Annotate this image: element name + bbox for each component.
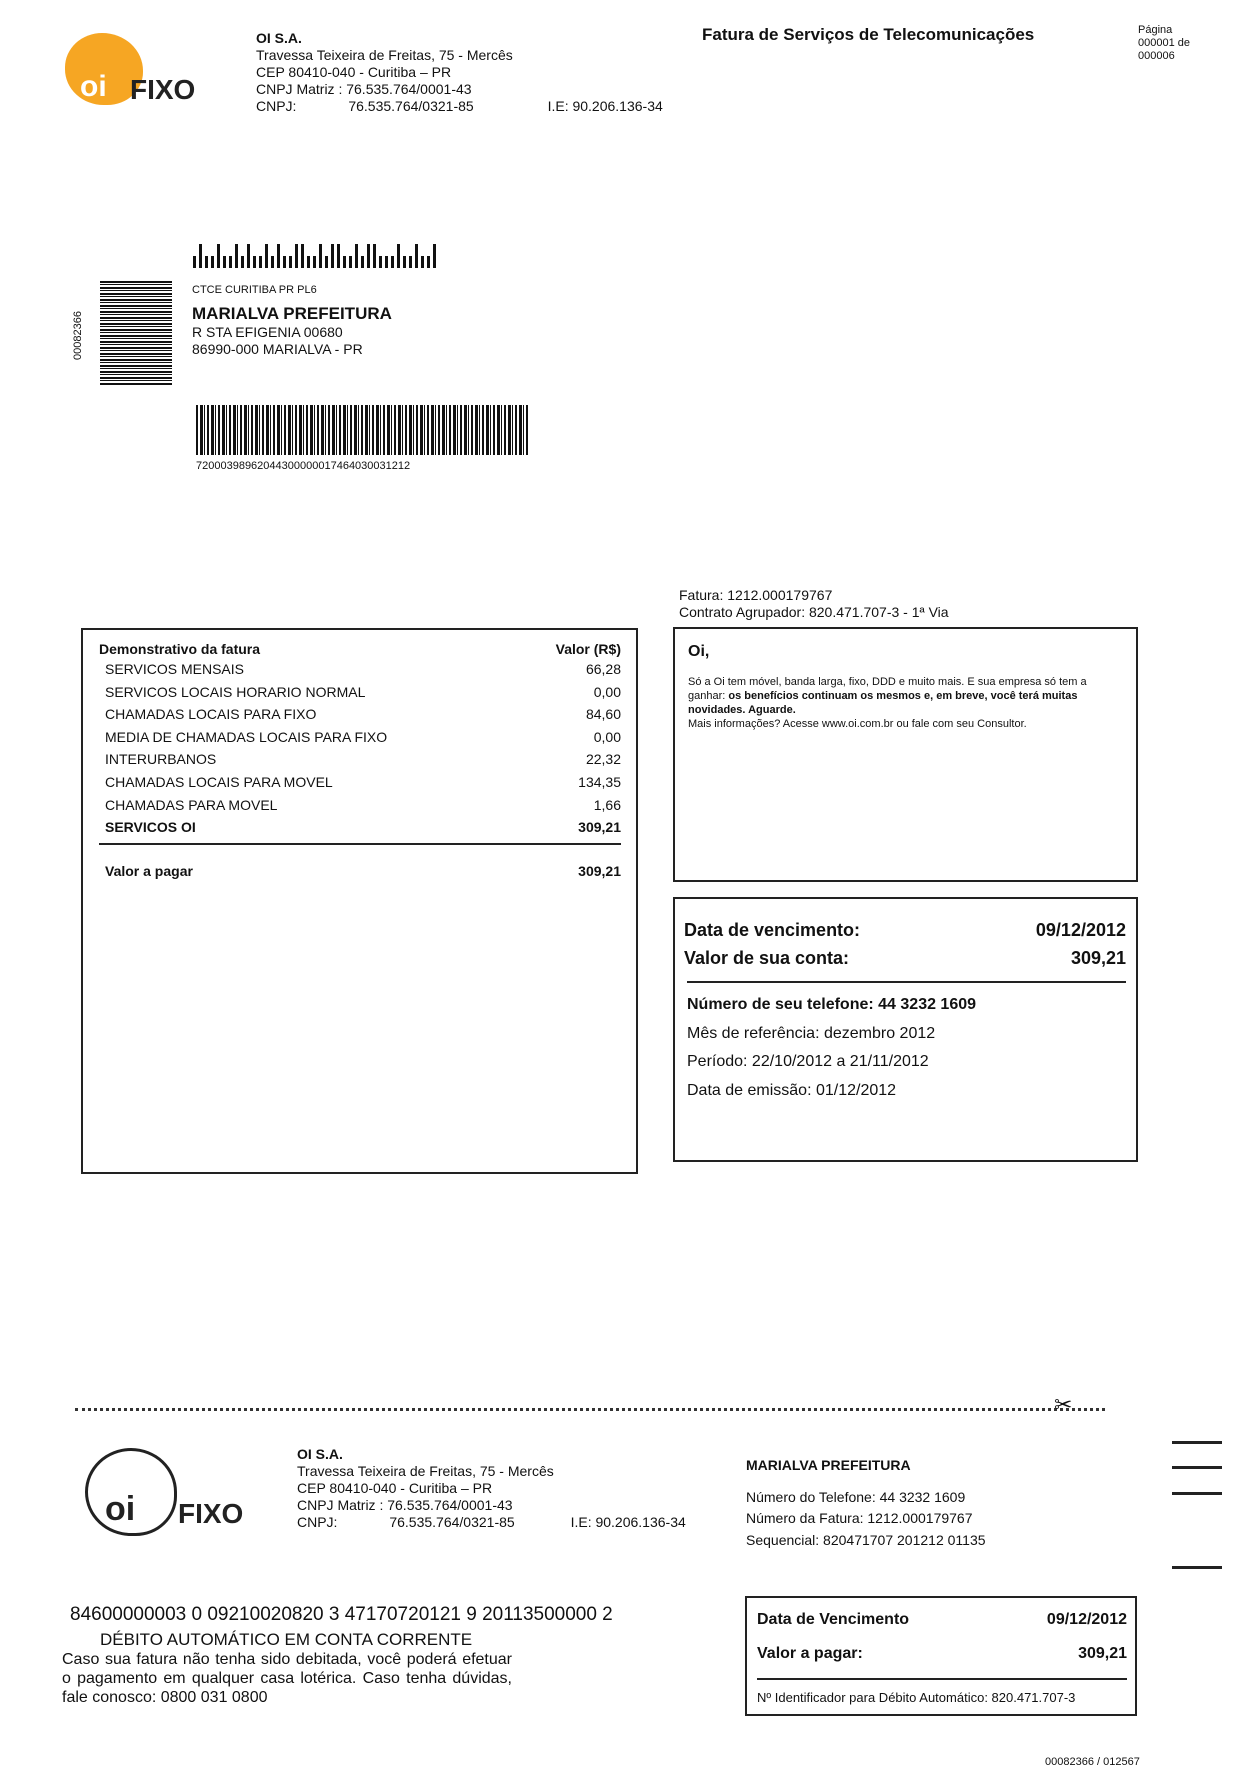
invoice-reference — [679, 587, 949, 621]
statement-item-label: CHAMADAS LOCAIS PARA MOVEL — [105, 773, 333, 790]
slip-company-address2: CEP 80410-040 - Curitiba – PR — [297, 1480, 493, 1496]
statement-item-value: 66,28 — [585, 661, 621, 677]
statement-row — [99, 771, 621, 794]
issue-date: Data de emissão: 01/12/2012 — [687, 1081, 897, 1099]
digitable-line: 84600000003 0 09210020820 3 47170720121 9 20113500000 2 — [70, 1604, 613, 1625]
statement-item-value: 0,00 — [593, 728, 621, 745]
due-date-label: Data de vencimento: — [684, 920, 861, 940]
slip-sequence: Sequencial: 820471707 201212 01135 — [746, 1531, 986, 1548]
statement-title: Demonstrativo da fatura — [99, 641, 261, 657]
statement-item-value: 0,00 — [593, 683, 621, 700]
total-label: Valor a pagar — [105, 862, 193, 879]
statement-item-label: CHAMADAS PARA MOVEL — [105, 796, 278, 813]
statement-item-label: SERVICOS MENSAIS — [105, 661, 245, 677]
slip-due-label: Data de Vencimento — [757, 1611, 910, 1628]
company-info — [256, 30, 663, 115]
invoice-title: Fatura de Serviços de Telecomunicações — [702, 25, 1035, 44]
slip-company-cnpj-matriz: CNPJ Matriz : 76.535.764/0001-43 — [297, 1497, 513, 1513]
statement-box — [81, 628, 638, 1174]
slip-phone: Número do Telefone: 44 3232 1609 — [746, 1488, 966, 1505]
company-cnpj-matriz: CNPJ Matriz : 76.535.764/0001-43 — [256, 81, 472, 97]
statement-row — [99, 748, 621, 771]
company-address1: Travessa Teixeira de Freitas, 75 - Mercês — [256, 47, 513, 63]
statement-value-header: Valor (R$) — [555, 641, 621, 657]
slip-payment-box — [745, 1596, 1137, 1716]
fixo-logo-text: FIXO — [130, 74, 196, 105]
statement-row — [99, 816, 621, 839]
debit-text: Caso sua fatura não tenha sido debitada, você poderá efetuar o pagamento em qualquer casa lotérica. Caso tenha dúvidas, fale conosco: 0800 031 0800 — [62, 1651, 512, 1706]
slip-customer-info — [746, 1455, 986, 1551]
routing-code: CTCE CURITIBA PR PL6 — [192, 284, 317, 296]
statement-divider — [99, 843, 621, 845]
message-line2: Mais informações? Acesse www.oi.com.br ou fale com seu Consultor. — [688, 718, 1027, 730]
slip-fixo-logo-text: FIXO — [178, 1498, 244, 1529]
page-label: Página — [1138, 24, 1173, 36]
footer-code: 00082366 / 012567 — [1045, 1756, 1140, 1768]
invoice-number: Fatura: 1212.000179767 — [679, 587, 833, 603]
slip-ie: I.E: 90.206.136-34 — [570, 1514, 686, 1530]
amount-value: 309,21 — [1070, 948, 1126, 968]
statement-item-value: 309,21 — [578, 819, 621, 836]
recipient-street: R STA EFIGENIA 00680 — [192, 324, 343, 340]
recipient-block — [192, 304, 392, 358]
slip-divider — [757, 1678, 1127, 1680]
oi-logo-text: oi — [80, 70, 107, 103]
page-value: 000001 de — [1138, 37, 1190, 49]
statement-row — [99, 681, 621, 704]
billing-period: Período: 22/10/2012 a 21/11/2012 — [687, 1053, 929, 1070]
main-barcode — [196, 405, 528, 455]
postal-barcode — [193, 244, 439, 268]
statement-row — [99, 726, 621, 749]
slip-invoice: Número da Fatura: 1212.000179767 — [746, 1510, 973, 1526]
slip-debit-id: Nº Identificador para Débito Automático: 820.471.707-3 — [757, 1690, 1076, 1705]
company-cnpj-label: CNPJ: — [256, 98, 297, 114]
statement-item-label: INTERURBANOS — [105, 751, 217, 768]
barcode-number: 72000398962044300000017464030031212 — [196, 460, 411, 472]
scissors-icon: ✂ — [1054, 1392, 1073, 1417]
statement-row — [99, 794, 621, 817]
slip-amount-value: 309,21 — [1078, 1645, 1127, 1662]
contract-number: Contrato Agrupador: 820.471.707-3 - 1ª Via — [679, 604, 949, 620]
total-value: 309,21 — [578, 862, 621, 879]
debit-title: DÉBITO AUTOMÁTICO EM CONTA CORRENTE — [100, 1630, 473, 1649]
recipient-city: 86990-000 MARIALVA - PR — [192, 341, 363, 357]
amount-label: Valor de sua conta: — [684, 948, 850, 968]
page-total: 000006 — [1138, 50, 1175, 62]
statement-item-value: 134,35 — [578, 773, 621, 790]
summary-divider — [687, 981, 1126, 983]
statement-item-value: 22,32 — [585, 751, 621, 768]
slip-company-name: OI S.A. — [297, 1446, 343, 1462]
side-barcode — [100, 280, 172, 385]
reference-month: Mês de referência: dezembro 2012 — [687, 1024, 936, 1042]
statement-item-label: SERVICOS OI — [105, 819, 196, 836]
message-line1-bold: os benefícios continuam os mesmos e, em breve, você terá muitas novidades. Aguarde. — [688, 690, 1078, 716]
company-name: OI S.A. — [256, 30, 302, 46]
page-indicator — [1138, 24, 1190, 63]
statement-item-label: SERVICOS LOCAIS HORARIO NORMAL — [105, 683, 366, 700]
slip-cnpj-value: 76.535.764/0321-85 — [389, 1514, 515, 1530]
summary-box — [673, 897, 1138, 1162]
statement-item-label: MEDIA DE CHAMADAS LOCAIS PARA FIXO — [105, 728, 388, 745]
slip-customer-name: MARIALVA PREFEITURA — [746, 1457, 911, 1473]
statement-items — [99, 658, 621, 839]
statement-item-value: 84,60 — [585, 706, 621, 723]
statement-item-label: CHAMADAS LOCAIS PARA FIXO — [105, 706, 317, 723]
cut-line — [75, 1408, 1105, 1411]
statement-item-value: 1,66 — [593, 796, 621, 813]
message-greeting: Oi, — [688, 643, 710, 660]
slip-company-address1: Travessa Teixeira de Freitas, 75 - Mercês — [297, 1463, 554, 1479]
recipient-name: MARIALVA PREFEITURA — [192, 304, 392, 323]
statement-row — [99, 703, 621, 726]
message-box — [673, 627, 1138, 882]
company-address2: CEP 80410-040 - Curitiba – PR — [256, 64, 452, 80]
statement-row — [99, 658, 621, 681]
slip-due-value: 09/12/2012 — [1046, 1611, 1127, 1628]
message-line1: Só a Oi tem móvel, banda larga, fixo, DDD e muito mais. E sua empresa só tem a ganhar: — [688, 676, 1087, 702]
slip-cnpj-label: CNPJ: — [297, 1514, 338, 1530]
slip-company-info — [297, 1446, 686, 1531]
slip-oi-logo-text: oi — [105, 1490, 136, 1528]
vertical-code: 00082366 — [72, 311, 84, 360]
company-ie: I.E: 90.206.136-34 — [547, 98, 663, 114]
phone-number: Número de seu telefone: 44 3232 1609 — [687, 996, 977, 1013]
due-date-value: 09/12/2012 — [1035, 920, 1126, 940]
slip-amount-label: Valor a pagar: — [757, 1645, 863, 1662]
company-cnpj-value: 76.535.764/0321-85 — [348, 98, 474, 114]
